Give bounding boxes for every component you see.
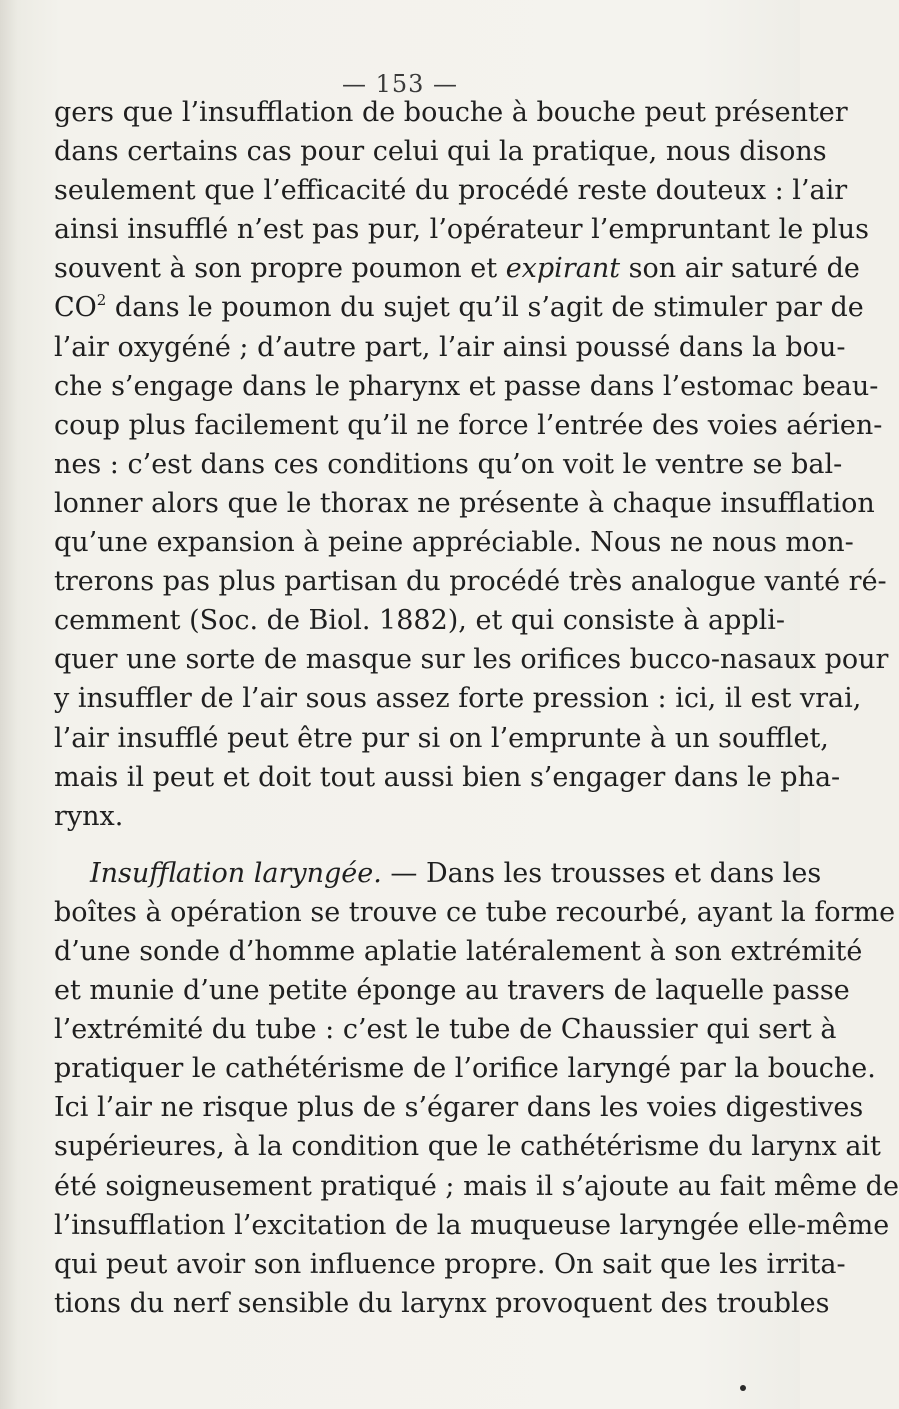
superscript: 2 [96,291,107,310]
italic-text: Insufflation laryngée. [90,857,382,889]
text-run: che s’engage dans le pharynx et passe dans l’estomac beau- [54,370,879,402]
text-run: rynx. [54,800,124,832]
text-run: cemment (Soc. de Biol. 1882), et qui consiste à appli- [54,605,786,637]
text-run: coup plus facilement qu’il ne force l’entrée des voies aérien- [54,409,883,441]
text-line [54,640,889,679]
text-line [54,406,883,445]
text-run: trerons pas plus partisan du procédé très analogue vanté ré- [54,566,887,598]
text-line [54,1088,864,1127]
text-line [54,288,864,327]
text-line [54,1010,837,1049]
text-line [54,93,848,132]
paragraph-gap [54,836,766,854]
text-run: pratiquer le cathétérisme de l’orifice laryngé par la bouche. [54,1053,876,1085]
text-line [54,797,766,836]
text-line [54,1127,881,1166]
text-run: ainsi insufflé n’est pas pur, l’opérateur l’empruntant le plus [54,214,870,246]
paragraph [54,93,889,836]
text-run: l’air insufflé peut être pur si on l’emprunte à un soufflet, [54,722,829,754]
text-line [54,210,870,249]
text-line [54,1284,830,1323]
text-run: dans le poumon du sujet qu’il s’agit de stimuler par de [106,292,864,324]
text-line [54,484,875,523]
text-run: son air saturé de [620,253,860,285]
text-run: l’insufflation l’excitation de la muqueuse laryngée elle-même [54,1209,890,1241]
text-line [54,932,863,971]
text-run: supérieures, à la condition que le cathétérisme du larynx ait [54,1131,881,1163]
text-line [54,249,860,288]
ink-speck [740,1385,746,1391]
text-line [54,854,822,893]
text-run: qu’une expansion à peine appréciable. Nous ne nous mon- [54,527,854,559]
text-run: Ici l’air ne risque plus de s’égarer dans les voies digestives [54,1092,864,1124]
text-run: souvent à son propre poumon et [54,253,506,285]
text-line [54,367,879,406]
text-run: lonner alors que le thorax ne présente à chaque insufflation [54,487,875,519]
text-line [54,758,841,797]
text-line [54,328,846,367]
text-run: boîtes à opération se trouve ce tube recourbé, ayant la forme [54,896,896,928]
text-run: quer une sorte de masque sur les orifices bucco-nasaux pour [54,644,889,676]
page-body [54,93,899,1323]
text-run: d’une sonde d’homme aplatie latéralement à son extrémité [54,935,863,967]
text-run: nes : c’est dans ces conditions qu’on voit le ventre se bal- [54,448,843,480]
page-number: — 153 — [341,70,459,98]
text-line [54,445,843,484]
text-line [54,171,848,210]
text-line [54,719,829,758]
text-line [54,893,896,932]
text-line [54,523,854,562]
text-run: dans certains cas pour celui qui la pratique, nous disons [54,136,827,168]
text-run: CO [54,292,97,324]
text-line [54,562,887,601]
text-run: mais il peut et doit tout aussi bien s’engager dans le pha- [54,761,841,793]
text-run: tions du nerf sensible du larynx provoquent des troubles [54,1287,830,1319]
text-line [54,1245,846,1284]
text-run: seulement que l’efficacité du procédé reste douteux : l’air [54,175,848,207]
italic-text: expirant [505,253,621,285]
text-run: et munie d’une petite éponge au travers de laquelle passe [54,975,850,1007]
text-run: été soigneusement pratiqué ; mais il s’ajoute au fait même de [54,1170,899,1202]
text-line [54,679,862,718]
text-run: qui peut avoir son influence propre. On sait que les irrita- [54,1248,846,1280]
text-line [54,601,786,640]
text-line [54,132,827,171]
text-run: l’air oxygéné ; d’autre part, l’air ainsi poussé dans la bou- [54,331,846,363]
text-run: — Dans les trousses et dans les [381,857,822,889]
text-line [54,1049,876,1088]
paragraph [54,854,899,1323]
text-line [54,1206,890,1245]
text-line [54,971,850,1010]
text-run: gers que l’insufflation de bouche à bouche peut présenter [54,97,848,128]
text-run: l’extrémité du tube : c’est le tube de Chaussier qui sert à [54,1014,837,1046]
text-line [54,1167,899,1206]
text-run: y insuffler de l’air sous assez forte pression : ici, il est vrai, [54,683,862,715]
